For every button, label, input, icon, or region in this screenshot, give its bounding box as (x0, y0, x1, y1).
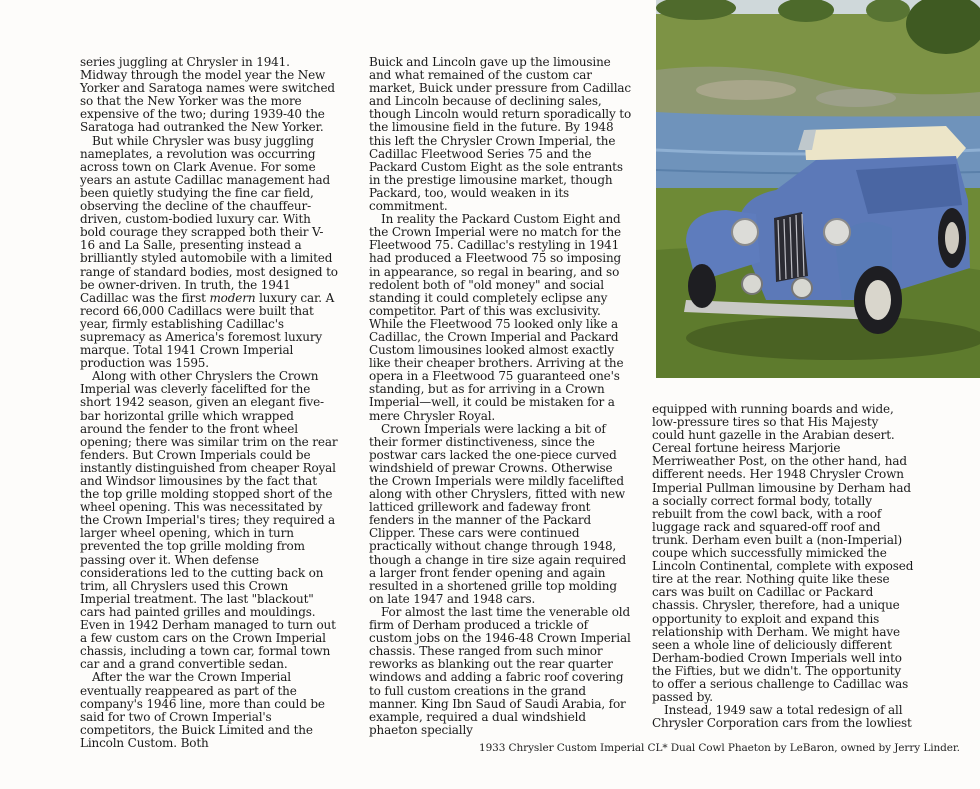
paragraph: Crown Imperials were lacking a bit of their former distinctiveness, since the postwar cars lacked the one-piece curved windshield of prewar Crowns. Otherwise the Crown Imperials were mildly facelifted along with other Chryslers, fitted with new latticed grillework and fadeway front fenders in the manner of the Packard Clipper. These cars were continued practically without change through 1948, though a change in tire size again required a larger front fender opening and again resulted in a shortened grille top molding on late 1947 and 1948 cars. (369, 421, 627, 606)
paragraph: Along with other Chryslers the Crown Imperial was cleverly facelifted for the short 1942 season, given an elegant five-bar horizontal grille which wrapped around the fender to the front wheel opening; there was similar trim on the rear fenders. But Crown Imperials could be instantly distinguished from cheaper Royal and Windsor limousines by the fact that the top grille molding stopped short of the wheel opening. This was necessitated by the Crown Imperial's tires; they required a larger wheel opening, which in turn prevented the top grille molding from passing over it. When defense considerations led to the cutting back on trim, all Chryslers used this Crown Imperial treatment. The last "blackout" cars had painted grilles and mouldings. Even in 1942 Derham managed to turn out a few custom cars on the Crown Imperial chassis, including a town car, formal town car and a grand convertible sedan. (80, 369, 338, 672)
paragraph: In reality the Packard Custom Eight and the Crown Imperial were no match for the Fleetwood 75. Cadillac's restyling in 1941 had produced a Fleetwood 75 so imposing in appearance, so regal in bearing, and so redolent both of "old money" and social standing it could completely eclipse any competitor. Part of this was exclusivity. While the Fleetwood 75 looked only like a Cadillac, the Crown Imperial and Packard Custom limousines looked almost exactly like their cheaper brothers. Arriving at the opera in a Fleetwood 75 guaranteed one's standing, but as for arriving in a Crown Imperial—well, it could be mistaken for a mere Chrysler Royal. (369, 212, 624, 423)
paragraph: series juggling at Chrysler in 1941. Midway through the model year the New Yorker and Saratoga names were switched so that the New Yorker was the more expensive of the two; during 1939-40 the Saratoga had outranked the New Yorker. (80, 55, 335, 135)
paragraph: Instead, 1949 saw a total redesign of all Chrysler Corporation cars from the lowliest (652, 703, 912, 731)
phaeton-illustration (656, 0, 980, 378)
paragraph: equipped with running boards and wide, low-pressure tires so that His Majesty could hunt gazelle in the Arabian desert. Cereal fortune heiress Marjorie Merriweather Post, on the other hand, had different needs. Her 1948 Chrysler Crown Imperial Pullman limousine by Derham had a socially correct formal body, totally rebuilt from the cowl back, with a roof luggage rack and squared-off roof and trunk. Derham even built a (non-Imperial) coupe which successfully mimicked the Lincoln Continental, complete with exposed tire at the rear. Nothing quite like these cars was built on Cadillac or Packard chassis. Chrysler, therefore, had a unique opportunity to exploit and expand this relationship with Derham. We might have seen a whole line of deliciously different Derham-bodied Crown Imperials well into the Fifties, but we didn't. The opportunity to offer a serious challenge to Cadillac was passed by. (652, 402, 914, 705)
paragraph: For almost the last time the venerable old firm of Derham produced a trickle of custom jobs on the 1946-48 Crown Imperial chassis. These ranged from such minor reworks as blanking out the rear quarter windows and adding a fabric roof covering to full custom creations in the grand manner. King Ibn Saud of Saudi Arabia, for example, required a dual windshield phaeton specially (369, 604, 631, 737)
emphasis: modern (209, 290, 256, 305)
paragraph: But while Chrysler was busy juggling nameplates, a revolution was occurring across town on Clark Avenue. For some years an astute Cadillac management had been quietly studying the fine car field, observing the decline of the chauffeur-driven, custom-bodied luxury car. With bold courage they scrapped both their V-16 and La Salle, presenting instead a brilliantly styled automobile with a limited range of standard bodies, most designed to be owner-driven. In truth, the 1941 Cadillac was the first modern luxury car. A record 66,000 Cadillacs were built that year, firmly establishing Cadillac's supremacy as America's foremost luxury marque. Total 1941 Crown Imperial production was 1595. (80, 133, 338, 371)
photo-caption: 1933 Chrysler Custom Imperial CL* Dual Cowl Phaeton by LeBaron, owned by Jerry Linder. (479, 742, 960, 754)
article-column-3 (652, 403, 914, 730)
paragraph: After the war the Crown Imperial eventually reappeared as part of the company's 1946 line, more than could be said for two of Crown Imperial's competitors, the Buick Limited and the Lincoln Custom. Both (80, 670, 325, 750)
article-column-2 (369, 56, 632, 737)
paragraph: Buick and Lincoln gave up the limousine and what remained of the custom car market, Buick under pressure from Cadillac and Lincoln because of declining sales, though Lincoln would return sporadically to the limousine field in the future. By 1948 this left the Chrysler Crown Imperial, the Cadillac Fleetwood Series 75 and the Packard Custom Eight as the sole entrants in the prestige limousine market, though Packard, too, would weaken in its commitment. (369, 55, 632, 214)
article-column-1 (80, 56, 338, 750)
car-photo (656, 0, 980, 378)
